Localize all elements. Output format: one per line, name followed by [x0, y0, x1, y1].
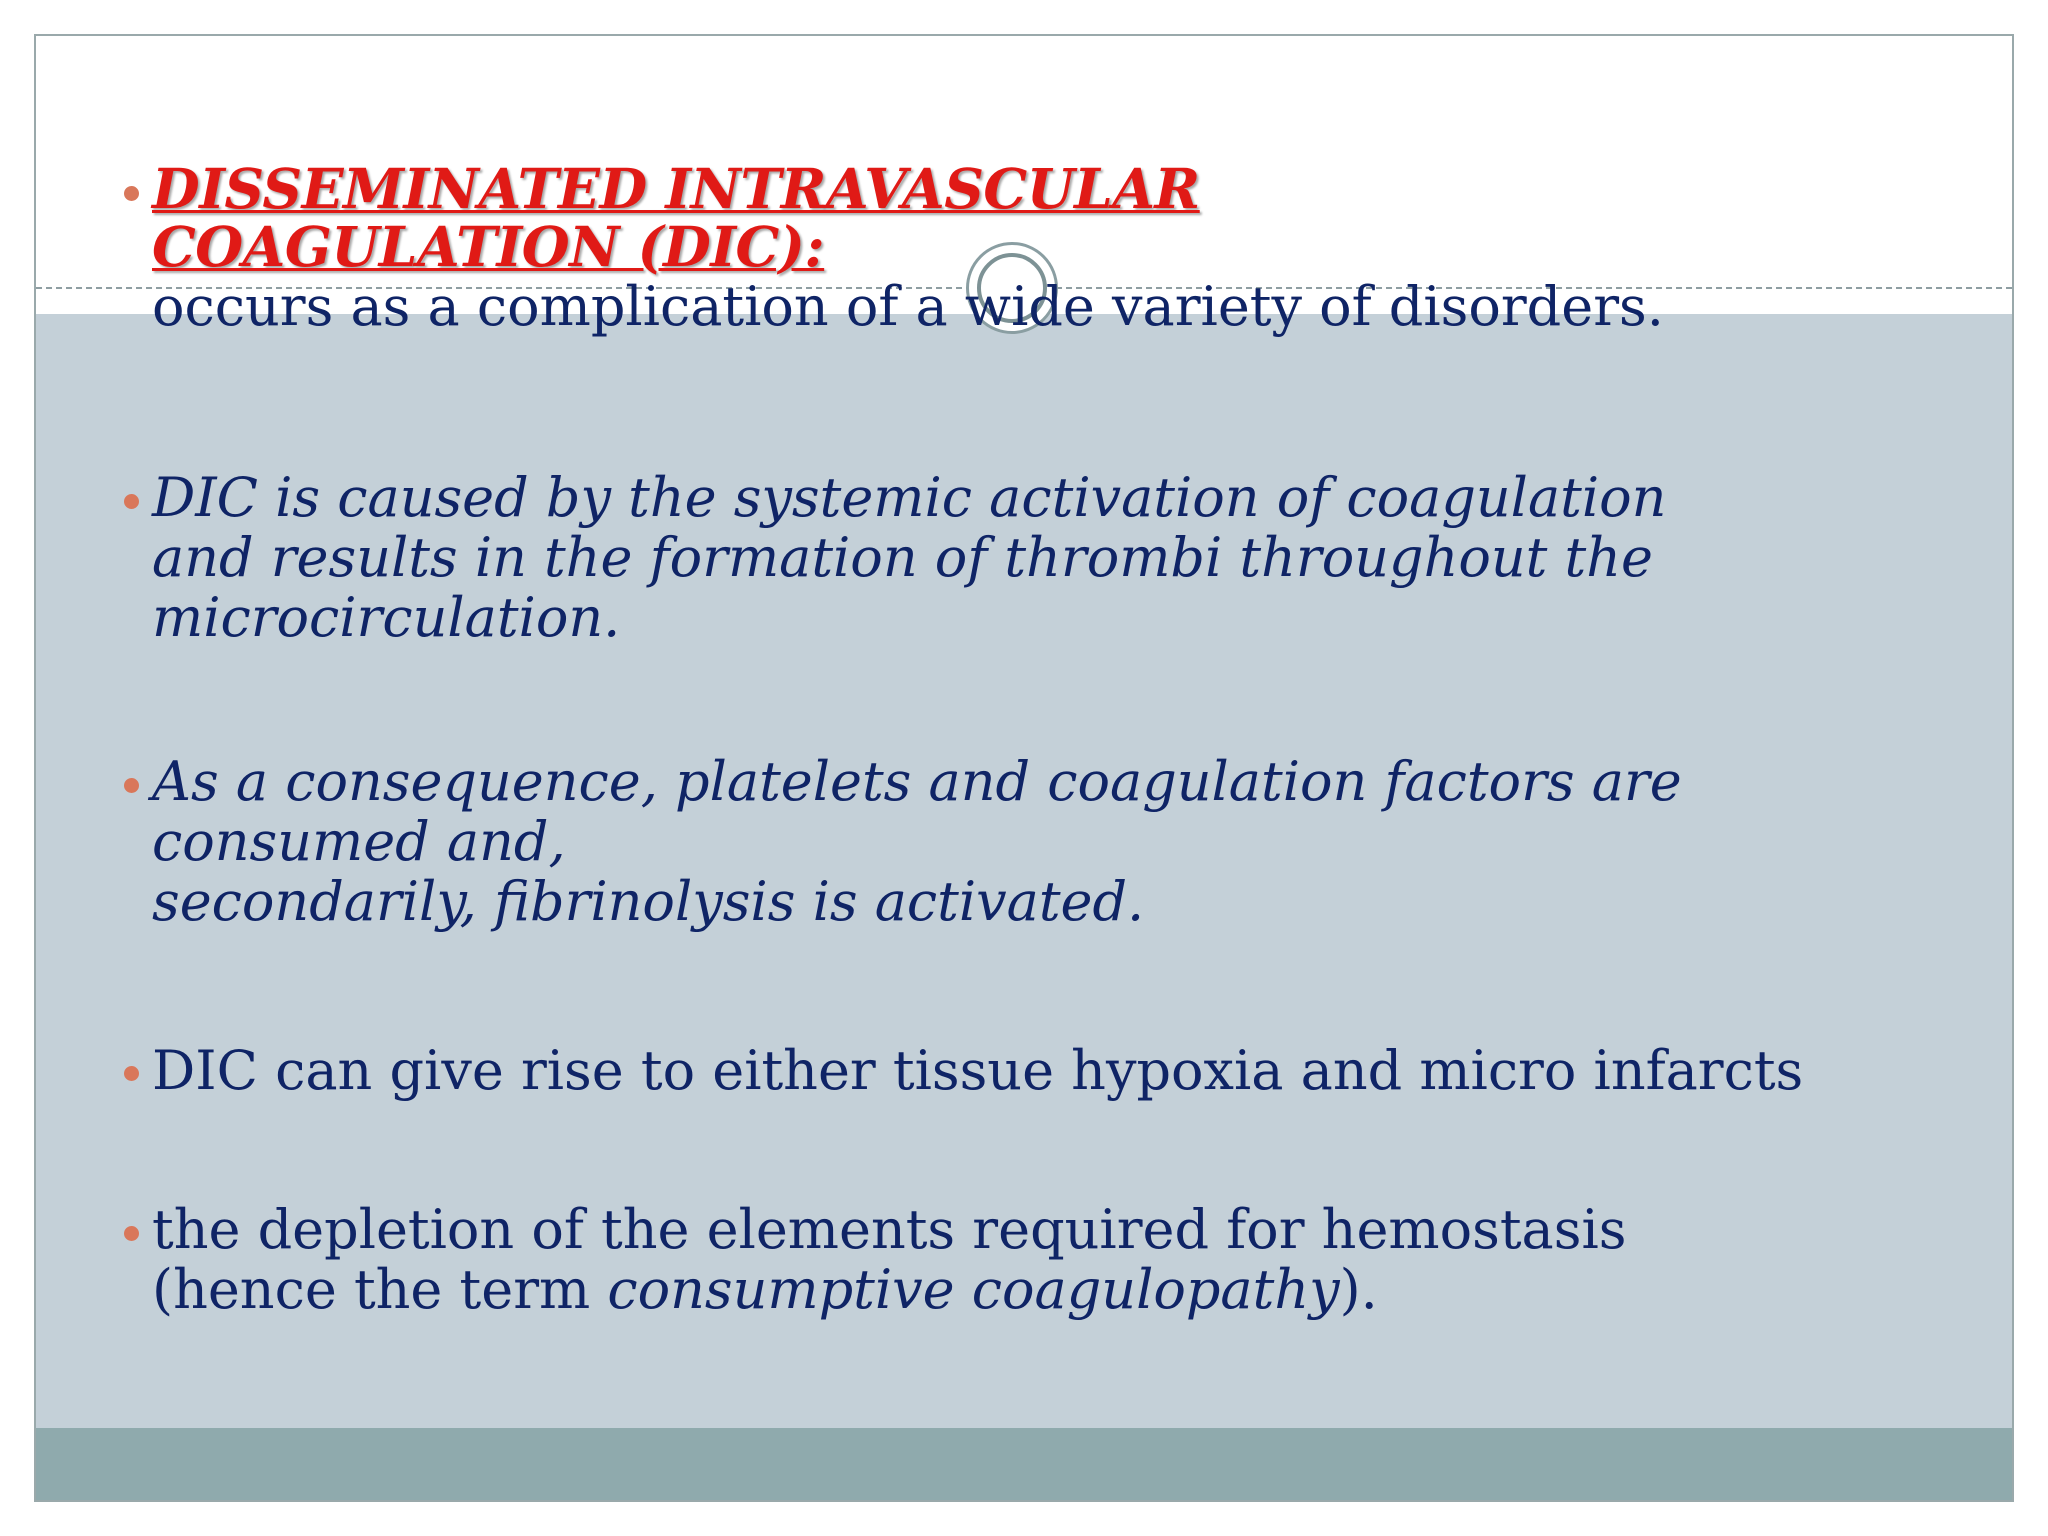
- bullet-text-prefix: (hence the term: [152, 1258, 608, 1321]
- bullet-dot-icon: [124, 494, 139, 509]
- bullet-item-dic-depletion: [152, 1200, 1912, 1320]
- bullet-text-line-1: DIC is caused by the systemic activation of coagulation: [152, 466, 1667, 529]
- bullet-text-line-2: [152, 1260, 1912, 1320]
- bullet-text-line-3: microcirculation.: [152, 586, 621, 649]
- bullet-text-line-1: the depletion of the elements required for hemostasis: [152, 1198, 1627, 1261]
- bullet-text-line-1: As a consequence, platelets and coagulation factors are: [152, 750, 1682, 813]
- bullet-item-dic-definition: [152, 156, 1912, 338]
- dic-heading-line-2: COAGULATION (DIC):: [152, 214, 825, 279]
- bullet-text-line-2: consumed and,: [152, 810, 566, 873]
- bullet-text: occurs as a complication of a wide variety of disorders.: [152, 275, 1664, 338]
- bullet-dot-icon: [124, 778, 139, 793]
- bullet-dot-icon: [124, 186, 139, 201]
- bullet-text-line-1: DIC can give rise to either tissue hypoxia and micro infarcts: [152, 1039, 1804, 1102]
- bullet-dot-icon: [124, 1226, 139, 1241]
- bullet-text-suffix: ).: [1339, 1258, 1378, 1321]
- bullet-item-dic-effects: [152, 1040, 1912, 1102]
- bullet-text-line-3: secondarily, fibrinolysis is activated.: [152, 870, 1145, 933]
- bullet-item-dic-consequence: [152, 752, 1912, 932]
- bullet-dot-icon: [124, 1066, 139, 1081]
- bullet-text-line-2: and results in the formation of thrombi throughout the: [152, 526, 1653, 589]
- bullet-item-dic-cause: [152, 468, 1912, 648]
- consumptive-coagulopathy-term: consumptive coagulopathy: [607, 1258, 1340, 1321]
- dic-heading-line-1: DISSEMINATED INTRAVASCULAR: [152, 156, 1200, 221]
